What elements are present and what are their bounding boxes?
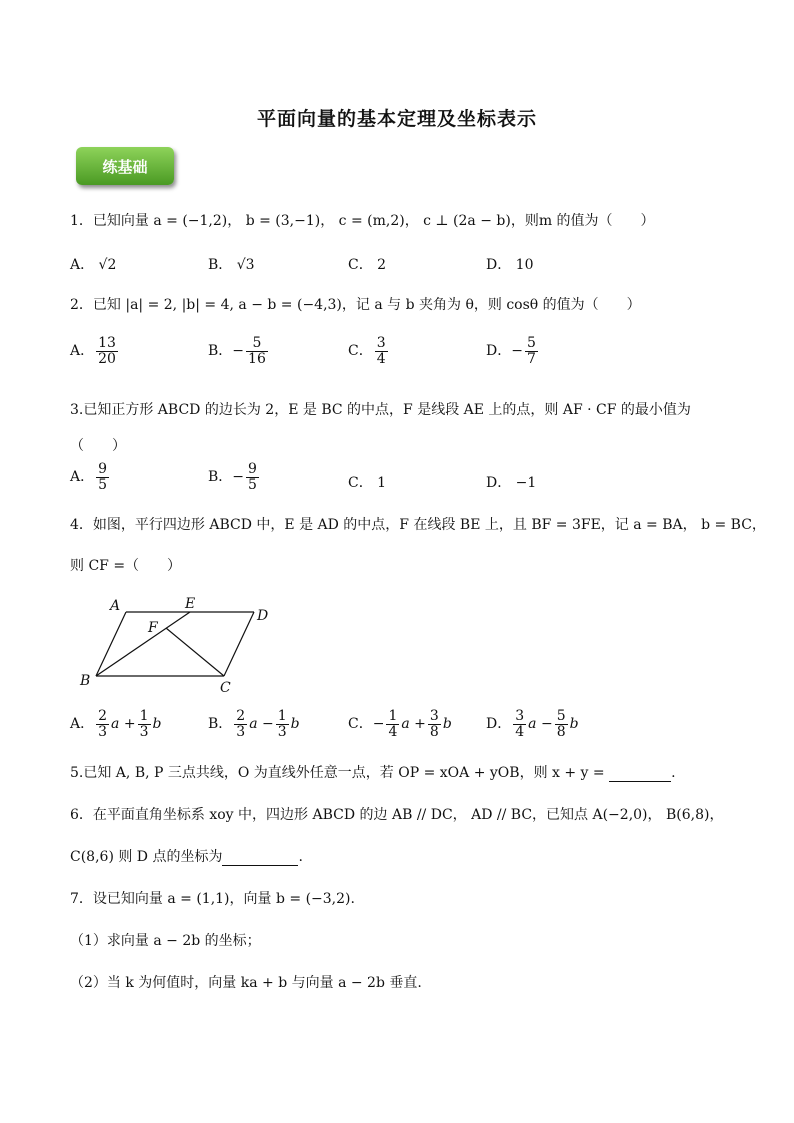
q1-option-c: C． 2 [348, 257, 387, 273]
q2-option-a [70, 336, 120, 366]
q2-option-d [486, 336, 540, 366]
option-label: B．− [208, 469, 245, 486]
q2-option-c [348, 336, 390, 366]
answer-blank[interactable] [222, 851, 298, 866]
q4-stem-line2: 则 CF =（ ） [70, 558, 182, 574]
option-label: B．− [208, 343, 245, 360]
q4-option-a: A． $\frac{2}{3}$ a + $\frac{1}{3}$ b [70, 708, 162, 740]
option-label: A． [70, 343, 95, 360]
option-label: D．− [486, 343, 523, 360]
q5-line: 5.已知 A, B, P 三点共线，O 为直线外任意一点，若 OP = xOA + yOB，则 x + y = . [70, 765, 676, 781]
segment-be [96, 612, 190, 676]
segment-fc [166, 628, 224, 676]
label-f: F [148, 620, 158, 636]
q3-stem: 3.已知正方形 ABCD 的边长为 2，E 是 BC 的中点，F 是线段 AE 上的点，则 AF · CF 的最小值为 [70, 402, 691, 418]
q5-stem: 5.已知 A, B, P 三点共线，O 为直线外任意一点，若 OP = xOA + yOB，则 x + y = [70, 765, 605, 781]
label-d: D [257, 608, 269, 624]
q3-option-d: D． −1 [486, 475, 537, 491]
section-badge: 练基础 [76, 147, 174, 185]
q2-option-b [208, 336, 270, 366]
q3-option-a [70, 462, 111, 492]
q1-option-b: B． √3 [208, 257, 255, 273]
q4-option-b: B． $\frac{2}{3}$ a − $\frac{1}{3}$ b [208, 708, 300, 740]
label-b: B [80, 673, 91, 689]
q3-paren: （ ） [70, 438, 126, 454]
fraction: $\frac{5}{7}$ [526, 335, 536, 367]
q6-line2: C(8,6) 则 D 点的坐标为 . [70, 849, 303, 865]
fraction: $\frac{9}{5}$ [98, 461, 108, 493]
q3-option-c: C． 1 [348, 475, 387, 491]
answer-blank[interactable] [609, 767, 671, 782]
label-e: E [185, 596, 196, 612]
q1-stem: 1．已知向量 a = (−1,2)， b = (3,−1)， c = (m,2)， c ⊥ (2a − b)，则m 的值为（ ） [70, 213, 655, 229]
q6-stem: 6．在平面直角坐标系 xoy 中，四边形 ABCD 的边 AB // DC， AD // BC，已知点 A(−2,0)， B(6,8)， [70, 807, 724, 823]
fraction: $\frac{3}{4}$ [376, 335, 386, 367]
label-a: A [110, 598, 121, 614]
q7-part1: （1）求向量 a − 2b 的坐标； [70, 933, 261, 949]
edge-dc [224, 612, 254, 676]
q4-stem: 4．如图，平行四边形 ABCD 中，E 是 AD 的中点，F 在线段 BE 上，且 BF = 3FE，记 a = BA， b = BC， [70, 517, 766, 533]
option-label: A． [70, 469, 95, 486]
label-c: C [220, 680, 231, 696]
fraction: $\frac{5}{16}$ [248, 335, 266, 367]
q4-option-c: C．− $\frac{1}{4}$ a + $\frac{3}{8}$ b [348, 708, 452, 740]
q7-part2: （2）当 k 为何值时，向量 ka + b 与向量 a − 2b 垂直. [70, 975, 422, 991]
fraction: $\frac{13}{20}$ [98, 335, 116, 367]
q7-stem: 7．设已知向量 a = (1,1)，向量 b = (−3,2). [70, 891, 355, 907]
q3-option-b [208, 462, 261, 492]
q6-stem-line2: C(8,6) 则 D 点的坐标为 [70, 849, 223, 865]
option-label: C． [348, 343, 373, 360]
fraction: $\frac{9}{5}$ [248, 461, 257, 493]
q2-stem: 2．已知 |a| = 2, |b| = 4, a − b = (−4,3)，记 a 与 b 夹角为 θ，则 cosθ 的值为（ ） [70, 297, 641, 313]
q1-option-d: D． 10 [486, 257, 534, 273]
parallelogram-figure [70, 592, 290, 702]
q4-option-d: D． $\frac{3}{4}$ a − $\frac{5}{8}$ b [486, 708, 579, 740]
q1-option-a: A． √2 [70, 257, 117, 273]
page-title: 平面向量的基本定理及坐标表示 [256, 108, 537, 130]
